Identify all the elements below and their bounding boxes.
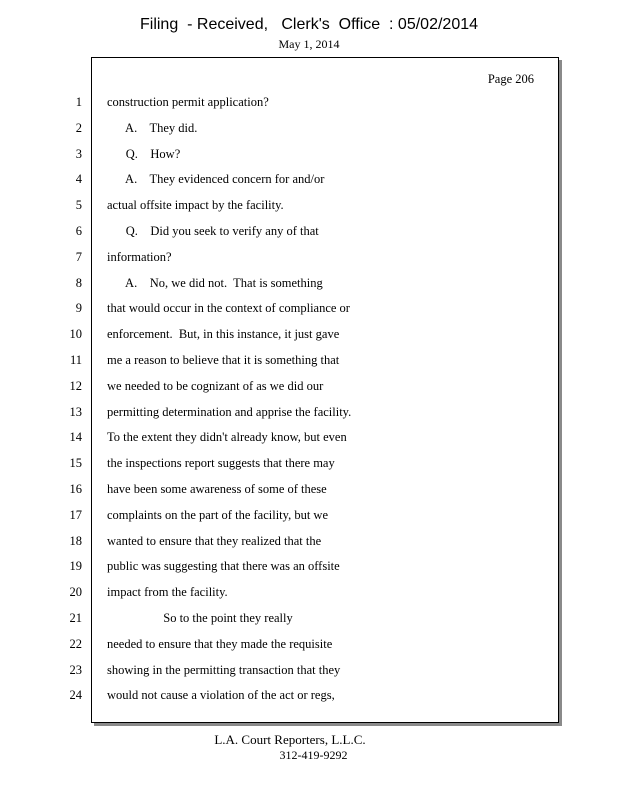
- transcript-line: actual offsite impact by the facility.: [107, 198, 284, 213]
- transcript-line: enforcement. But, in this instance, it just gave: [107, 327, 340, 342]
- transcript-line: showing in the permitting transaction that they: [107, 662, 341, 677]
- transcript-line: Q. How?: [107, 146, 181, 161]
- line-number: 13: [69, 404, 82, 419]
- line-number: 11: [69, 352, 82, 367]
- hearing-date: May 1, 2014: [278, 37, 340, 51]
- line-number: 24: [69, 688, 82, 703]
- transcript-line: would not cause a violation of the act or regs,: [107, 688, 335, 703]
- line-number: 3: [75, 146, 82, 161]
- transcript-line: me a reason to believe that it is something that: [107, 352, 340, 367]
- transcript-lines: [107, 92, 547, 711]
- transcript-line: construction permit application?: [107, 95, 269, 109]
- line-number: 4: [75, 172, 82, 187]
- line-number: 6: [75, 223, 82, 238]
- page-number: Page 206: [487, 72, 534, 86]
- line-number: 22: [69, 636, 82, 651]
- filing-stamp: Filing - Received, Clerk's Office : 05/02/2014: [139, 16, 479, 33]
- transcript-line: needed to ensure that they made the requisite: [107, 636, 333, 651]
- line-number: 23: [69, 662, 82, 677]
- line-number: 20: [69, 585, 82, 600]
- line-number: 17: [69, 507, 82, 522]
- line-number: 12: [69, 378, 82, 393]
- line-number: 2: [75, 120, 82, 135]
- transcript-line: have been some awareness of some of these: [107, 481, 327, 496]
- footer-phone: 312-419-9292: [279, 748, 348, 762]
- line-number: 18: [69, 533, 82, 548]
- line-number: 8: [75, 275, 82, 290]
- transcript-line: we needed to be cognizant of as we did our: [107, 378, 324, 393]
- line-number: 21: [69, 610, 82, 625]
- line-number: 16: [69, 481, 82, 496]
- transcript-line: complaints on the part of the facility, but we: [107, 507, 329, 522]
- transcript-line: that would occur in the context of compliance or: [107, 301, 350, 316]
- transcript-line: A. No, we did not. That is something: [107, 275, 323, 290]
- line-number: 14: [69, 430, 82, 445]
- transcript-line: So to the point they really: [107, 610, 293, 625]
- line-number: 9: [75, 301, 82, 316]
- transcript-line: permitting determination and apprise the facility.: [107, 404, 352, 419]
- line-number: 19: [69, 559, 82, 574]
- transcript-line: Q. Did you seek to verify any of that: [107, 223, 319, 238]
- transcript-line: the inspections report suggests that there may: [107, 456, 335, 471]
- line-number: 10: [69, 327, 82, 342]
- transcript-line: A. They evidenced concern for and/or: [107, 172, 325, 187]
- footer-reporter: L.A. Court Reporters, L.L.C.: [214, 732, 366, 747]
- line-numbers: [50, 92, 82, 711]
- line-number: 15: [69, 456, 82, 471]
- transcript-line: information?: [107, 249, 172, 264]
- line-number: 7: [75, 249, 82, 264]
- transcript-line: A. They did.: [107, 120, 198, 135]
- transcript-line: public was suggesting that there was an offsite: [107, 559, 340, 574]
- transcript-line: To the extent they didn't already know, but even: [107, 430, 347, 445]
- transcript-line: wanted to ensure that they realized that the: [107, 533, 322, 548]
- transcript-line: impact from the facility.: [107, 585, 228, 600]
- line-number: 5: [75, 198, 82, 213]
- line-number: 1: [75, 95, 82, 109]
